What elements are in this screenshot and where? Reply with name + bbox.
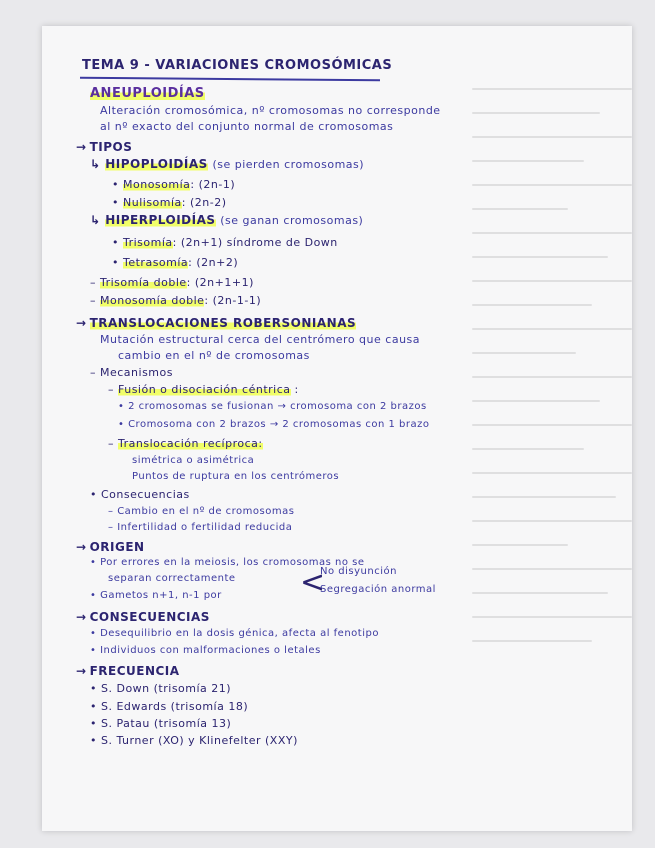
- monosomia-doble-formula: : (2n-1-1): [204, 294, 262, 307]
- tipos-heading-text: TIPOS: [89, 140, 133, 154]
- arrow-icon: →: [76, 610, 87, 624]
- trisomia-line: • Trisomía: (2n+1) síndrome de Down: [112, 236, 338, 249]
- monosomia-doble-label: Monosomía doble: [100, 294, 205, 307]
- frecuencia-item-text: S. Turner (XO) y Klinefelter (XXY): [101, 734, 298, 747]
- translocaciones-heading: [76, 316, 356, 330]
- brace-icon: <: [300, 565, 326, 600]
- nulisomia-formula: : (2n-2): [181, 196, 227, 209]
- hiperploidias-line: [90, 213, 363, 227]
- frecuencia-item: • S. Edwards (trisomía 18): [90, 700, 249, 713]
- nulisomia-label: Nulisomía: [123, 196, 182, 209]
- fusion-detail-a: • 2 cromosomas se fusionan → cromosoma con 2 brazos: [118, 401, 427, 412]
- fusion-detail-b: • Cromosoma con 2 brazos → 2 cromosomas con 1 brazo: [118, 419, 430, 430]
- translocaciones-heading-text: TRANSLOCACIONES ROBERSONIANAS: [89, 316, 357, 330]
- bleed-through-text: [472, 66, 632, 766]
- reciproca-detail-b: Puntos de ruptura en los centrómeros: [132, 471, 340, 482]
- frecuencia-item: • S. Turner (XO) y Klinefelter (XXY): [90, 734, 298, 747]
- monosomia-doble-line: – Monosomía doble: (2n-1-1): [90, 294, 262, 307]
- nulisomia-line: • Nulisomía: (2n-2): [112, 196, 227, 209]
- corner-arrow-icon: ↳: [90, 213, 106, 227]
- origen-line3: • Gametos n+1, n-1 por: [90, 590, 222, 601]
- trans-consecuencias-a-text: Cambio en el nº de cromosomas: [117, 506, 295, 517]
- hipoploidias-line: [90, 157, 364, 171]
- origen-heading-text: ORIGEN: [89, 540, 145, 554]
- mecanismos-line: – Mecanismos: [90, 366, 173, 379]
- mecanismos-label: Mecanismos: [100, 366, 173, 379]
- monosomia-formula: : (2n-1): [190, 178, 236, 191]
- trisomia-doble-label: Trisomía doble: [100, 276, 187, 289]
- fusion-detail-a-text: 2 cromosomas se fusionan → cromosoma con 2 brazos: [128, 401, 427, 412]
- aneuploidias-definition-line1: Alteración cromosómica, nº cromosomas no corresponde: [100, 104, 441, 117]
- tipos-heading: [76, 140, 132, 154]
- monosomia-line: • Monosomía: (2n-1): [112, 178, 236, 191]
- arrow-icon: →: [76, 316, 87, 330]
- origen-option-1: No disyunción: [320, 566, 397, 577]
- corner-arrow-icon: ↳: [90, 157, 106, 171]
- consecuencias-line1-text: Desequilibrio en la dosis génica, afecta al fenotipo: [100, 628, 379, 639]
- origen-line1-text-wrap: • Por errores en la meiosis, los cromosomas no se: [90, 557, 365, 568]
- origen-option-2: Segregación anormal: [320, 584, 436, 595]
- frecuencia-heading: [76, 664, 180, 678]
- consecuencias-line1: • Desequilibrio en la dosis génica, afecta al fenotipo: [90, 628, 379, 639]
- fusion-line: – Fusión o disociación céntrica :: [108, 383, 299, 396]
- hiperploidias-note: (se ganan cromosomas): [220, 214, 364, 227]
- consecuencias-heading: [76, 610, 210, 624]
- trisomia-formula: : (2n+1) síndrome de Down: [172, 236, 338, 249]
- trans-consecuencias-label: Consecuencias: [101, 488, 190, 501]
- consecuencias-line2: • Individuos con malformaciones o letales: [90, 645, 321, 656]
- frecuencia-item: • S. Down (trisomía 21): [90, 682, 232, 695]
- frecuencia-item: • S. Patau (trisomía 13): [90, 717, 232, 730]
- trans-consecuencias-line: • Consecuencias: [90, 488, 190, 501]
- tetrasomia-line: • Tetrasomía: (2n+2): [112, 256, 239, 269]
- origen-line1-text: Por errores en la meiosis, los cromosomas no se: [100, 557, 365, 568]
- frecuencia-item-text: S. Patau (trisomía 13): [101, 717, 232, 730]
- hipoploidias-note: (se pierden cromosomas): [212, 158, 365, 171]
- consecuencias-heading-text: CONSECUENCIAS: [89, 610, 210, 624]
- monosomia-label: Monosomía: [123, 178, 191, 191]
- translocaciones-definition-line1: Mutación estructural cerca del centrómero que causa: [100, 333, 421, 346]
- fusion-detail-b-text: Cromosoma con 2 brazos → 2 cromosomas con 1 brazo: [128, 419, 430, 430]
- page-title: TEMA 9 - VARIACIONES CROMOSÓMICAS: [82, 58, 393, 73]
- frecuencia-item-text: S. Down (trisomía 21): [101, 682, 232, 695]
- arrow-icon: →: [76, 540, 87, 554]
- translocaciones-definition-line2: cambio en el nº de cromosomas: [118, 349, 310, 362]
- trisomia-doble-line: – Trisomía doble: (2n+1+1): [90, 276, 254, 289]
- trans-consecuencias-b: – Infertilidad o fertilidad reducida: [108, 522, 293, 533]
- origen-line2: separan correctamente: [108, 573, 236, 584]
- consecuencias-line2-text: Individuos con malformaciones o letales: [100, 645, 321, 656]
- hiperploidias-label: HIPERPLOIDÍAS: [105, 213, 216, 227]
- trisomia-label: Trisomía: [123, 236, 173, 249]
- trans-consecuencias-b-text: Infertilidad o fertilidad reducida: [117, 522, 293, 533]
- frecuencia-item-text: S. Edwards (trisomía 18): [101, 700, 249, 713]
- hipoploidias-label: HIPOPLOIDÍAS: [105, 157, 208, 171]
- tetrasomia-label: Tetrasomía: [123, 256, 189, 269]
- reciproca-label: Translocación recíproca:: [118, 437, 263, 450]
- aneuploidias-heading: [90, 86, 205, 101]
- trans-consecuencias-a: – Cambio en el nº de cromosomas: [108, 506, 295, 517]
- trisomia-doble-formula: : (2n+1+1): [186, 276, 254, 289]
- origen-line3-text: Gametos n+1, n-1 por: [100, 590, 222, 601]
- reciproca-detail-a: simétrica o asimétrica: [132, 455, 255, 466]
- fusion-label: Fusión o disociación céntrica: [118, 383, 291, 396]
- reciproca-line: – Translocación recíproca:: [108, 437, 263, 450]
- arrow-icon: →: [76, 140, 87, 154]
- origen-heading: [76, 540, 145, 554]
- frecuencia-heading-text: FRECUENCIA: [89, 664, 180, 678]
- aneuploidias-definition-line2: al nº exacto del conjunto normal de cromosomas: [100, 120, 394, 133]
- tetrasomia-formula: : (2n+2): [188, 256, 239, 269]
- aneuploidias-heading-text: ANEUPLOIDÍAS: [90, 86, 205, 101]
- arrow-icon: →: [76, 664, 87, 678]
